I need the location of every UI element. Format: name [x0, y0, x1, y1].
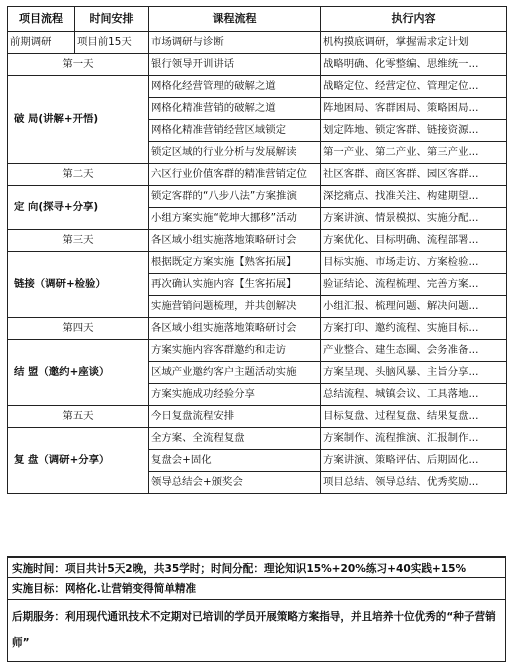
exec-cell: 方案打印、邀约流程、实施目标... — [321, 318, 507, 340]
day-label: 第三天 — [8, 230, 149, 252]
course-cell: 复盘会+固化 — [149, 450, 321, 472]
exec-cell: 划定阵地、锁定客群、链接资源... — [321, 120, 507, 142]
course-cell: 根据既定方案实施【熟客拓展】 — [149, 252, 321, 274]
table-row — [8, 54, 507, 76]
exec-cell: 目标复盘、过程复盘、结果复盘... — [321, 406, 507, 428]
header-time: 时间安排 — [75, 7, 149, 32]
table-row — [8, 340, 507, 362]
course-cell: 锁定客群的“八步八法”方案推演 — [149, 186, 321, 208]
exec-cell: 战略明确、化零整编、思维统一... — [321, 54, 507, 76]
header-flow: 项目流程 — [8, 7, 75, 32]
table-row — [8, 428, 507, 450]
stage-label: 破 局(讲解+开悟) — [8, 76, 149, 164]
stage-label: 链接（调研+检验） — [8, 252, 149, 318]
table-row — [8, 252, 507, 274]
course-cell: 今日复盘流程安排 — [149, 406, 321, 428]
exec-cell: 社区客群、商区客群、园区客群... — [321, 164, 507, 186]
exec-cell: 项目总结、领导总结、优秀奖励... — [321, 472, 507, 494]
pre-time: 项目前15天 — [75, 32, 149, 54]
exec-cell: 阵地困局、客群困局、策略困局... — [321, 98, 507, 120]
stage-label: 定 向(探寻+分享) — [8, 186, 149, 230]
course-cell: 各区域小组实施落地策略研讨会 — [149, 230, 321, 252]
exec-cell: 总结流程、城镇会议、工具落地... — [321, 384, 507, 406]
exec-cell: 方案讲演、策略评估、后期固化... — [321, 450, 507, 472]
exec-cell: 第一产业、第二产业、第三产业... — [321, 142, 507, 164]
exec-cell: 方案讲演、情景模拟、实施分配... — [321, 208, 507, 230]
implementation-time: 实施时间：项目共计5天2晚，共35学时；时间分配：理论知识15%+20%练习+40实践+15% — [7, 556, 506, 578]
table-row — [8, 76, 507, 98]
table-row — [8, 186, 507, 208]
implementation-goal: 实施目标：网格化.让营销变得简单精准 — [7, 578, 506, 600]
table-row — [8, 318, 507, 340]
stage-label: 复 盘（调研+分享） — [8, 428, 149, 494]
pre-course: 市场调研与诊断 — [149, 32, 321, 54]
course-cell: 实施营销问题梳理，并共创解决 — [149, 296, 321, 318]
course-cell: 方案实施内容客群邀约和走访 — [149, 340, 321, 362]
exec-cell: 方案呈现、头脑风暴、主旨分享... — [321, 362, 507, 384]
course-cell: 方案实施成功经验分享 — [149, 384, 321, 406]
day-label: 第一天 — [8, 54, 149, 76]
pre-flow: 前期调研 — [8, 32, 75, 54]
course-cell: 区域产业邀约客户主题活动实施 — [149, 362, 321, 384]
day-label: 第四天 — [8, 318, 149, 340]
course-cell: 六区行业价值客群的精准营销定位 — [149, 164, 321, 186]
course-cell: 各区域小组实施落地策略研讨会 — [149, 318, 321, 340]
stage-label: 结 盟（邀约+座谈） — [8, 340, 149, 406]
course-cell: 领导总结会+颁奖会 — [149, 472, 321, 494]
exec-cell: 产业整合、建生态圈、会务准备... — [321, 340, 507, 362]
header-row — [8, 7, 507, 32]
exec-cell: 目标实施、市场走访、方案检验... — [321, 252, 507, 274]
course-cell: 网格化精准营销的破解之道 — [149, 98, 321, 120]
course-cell: 银行领导开训讲话 — [149, 54, 321, 76]
exec-cell: 小组汇报、梳理问题、解决问题... — [321, 296, 507, 318]
header-course: 课程流程 — [149, 7, 321, 32]
exec-cell: 验证结论、流程梳理、完善方案... — [321, 274, 507, 296]
course-cell: 网格化经营管理的破解之道 — [149, 76, 321, 98]
header-exec: 执行内容 — [321, 7, 507, 32]
exec-cell: 方案优化、目标明确、流程部署... — [321, 230, 507, 252]
course-cell: 网格化精准营销经营区域锁定 — [149, 120, 321, 142]
post-service: 后期服务：利用现代通讯技术不定期对已培训的学员开展策略方案指导，并且培养十位优秀的“种子营销师” — [7, 600, 506, 662]
course-cell: 小组方案实施“乾坤大挪移”活动 — [149, 208, 321, 230]
day-label: 第二天 — [8, 164, 149, 186]
course-cell: 全方案、全流程复盘 — [149, 428, 321, 450]
table-row — [8, 230, 507, 252]
schedule-table — [7, 6, 507, 494]
course-cell: 锁定区域的行业分析与发展解读 — [149, 142, 321, 164]
course-cell: 再次确认实施内容【生客拓展】 — [149, 274, 321, 296]
table-row — [8, 164, 507, 186]
exec-cell: 方案制作、流程推演、汇报制作... — [321, 428, 507, 450]
exec-cell: 深挖痛点、找准关注、构建期望... — [321, 186, 507, 208]
pre-exec: 机构摸底调研，掌握需求定计划 — [321, 32, 507, 54]
exec-cell: 战略定位、经营定位、管理定位... — [321, 76, 507, 98]
pre-row — [8, 32, 507, 54]
table-row — [8, 406, 507, 428]
day-label: 第五天 — [8, 406, 149, 428]
